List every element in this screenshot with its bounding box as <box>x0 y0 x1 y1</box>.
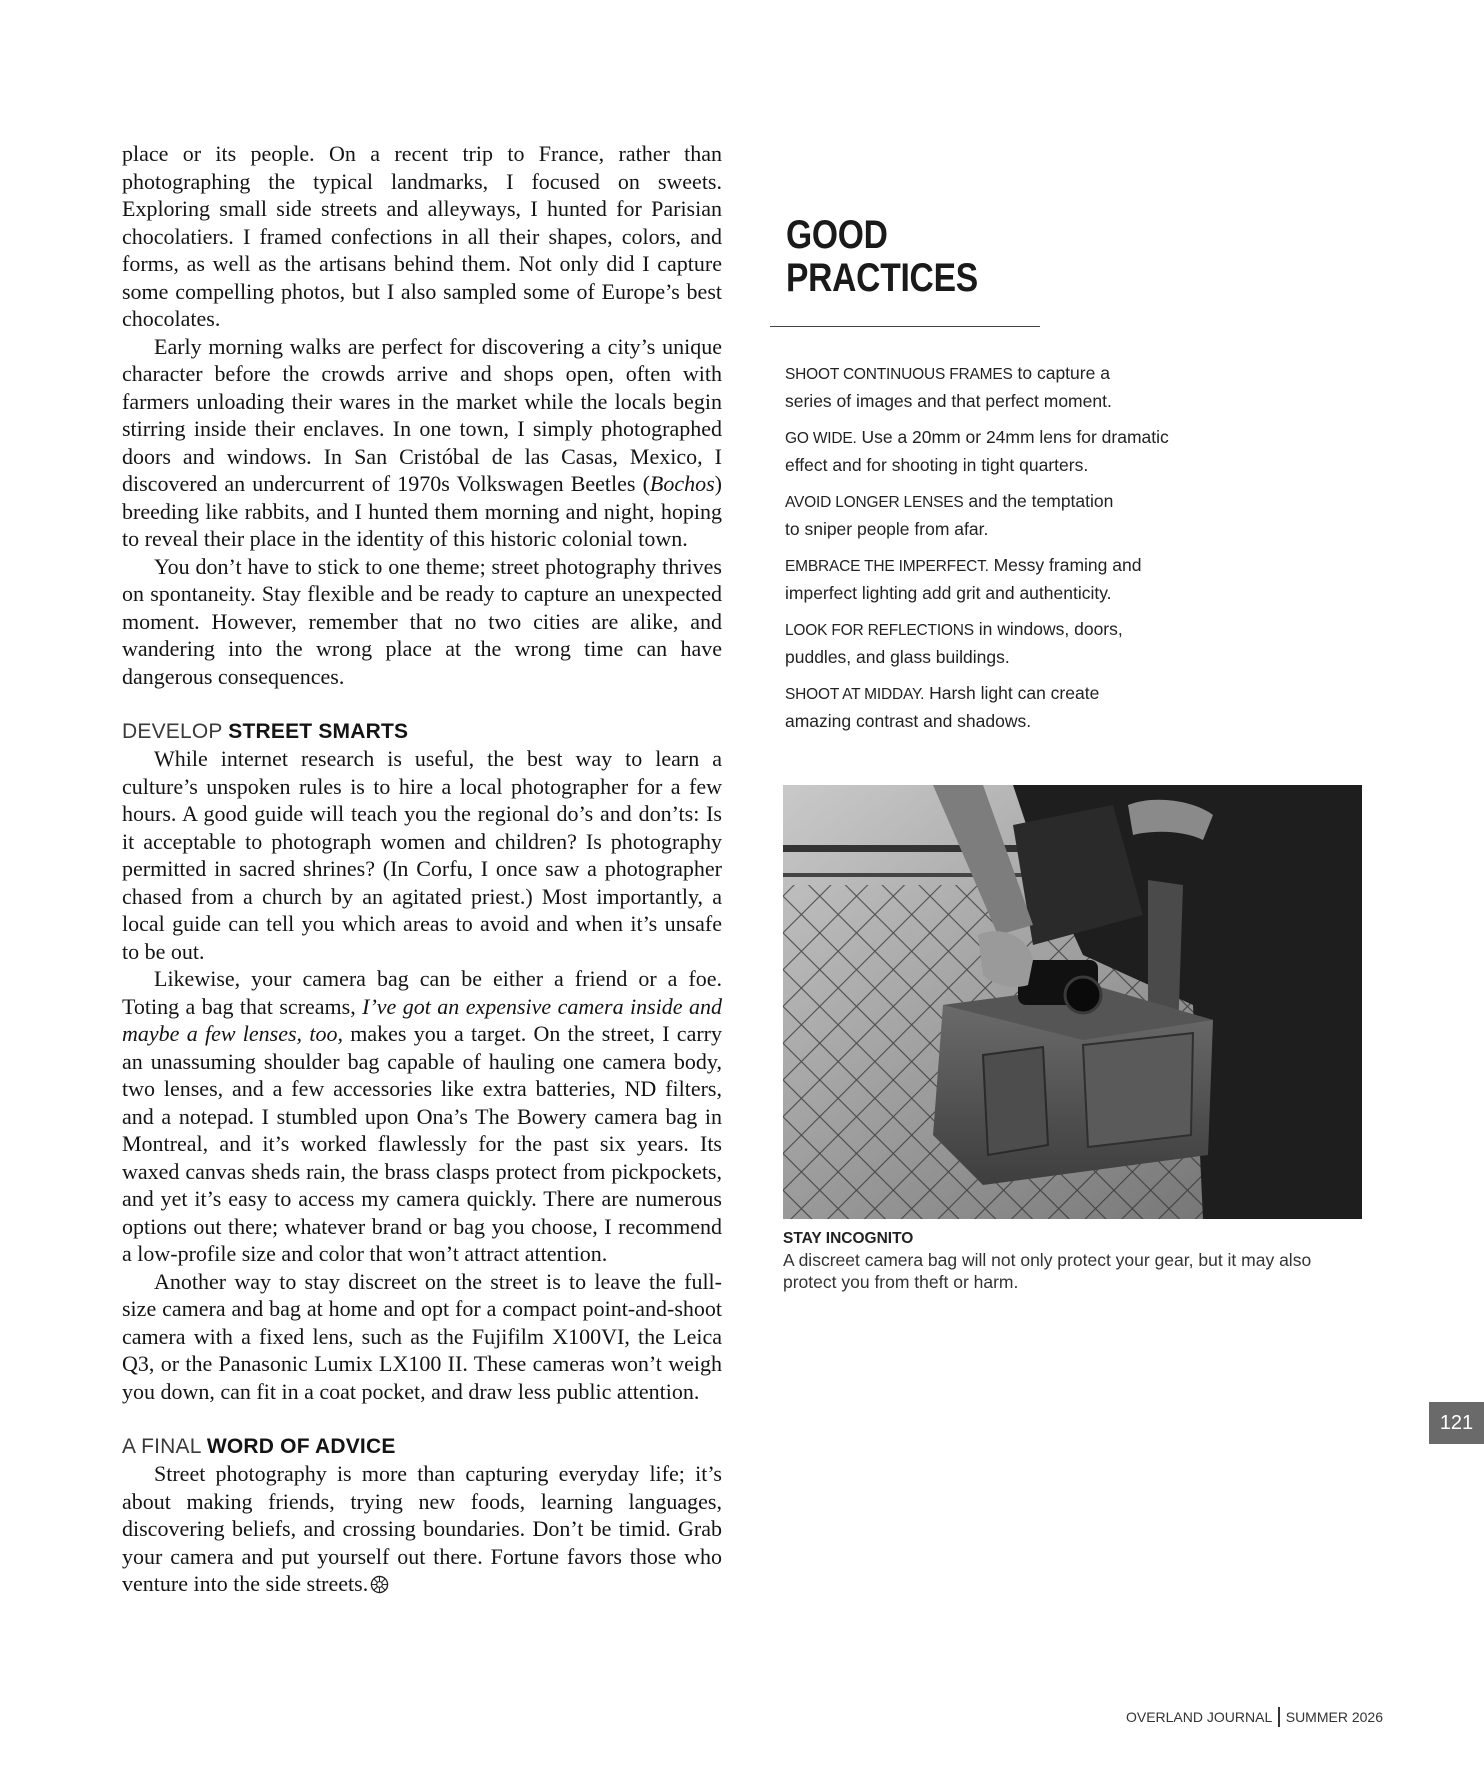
tip-text: Messy framing and <box>988 555 1142 575</box>
sidebar-title-line: GOOD <box>786 213 888 257</box>
paragraph-text: makes you a target. On the street, I carry an unassuming shoulder bag capable of hauling one camera body, two lenses, and a few accessories like extra batteries, ND filters, and a notepad. I stumbled upon Ona’s The Bowery camera bag in Montreal, and it’s worked flawlessly for the past six years. Its waxed canvas sheds rain, the brass clasps protect from pickpockets, and yet it’s easy to access my camera quickly. There are numerous options out there; whatever brand or bag you choose, I recommend a low-profile size and color that won’t attract attention. <box>122 1021 722 1266</box>
tip-item <box>785 552 1225 606</box>
tip-text: to sniper people from afar. <box>785 519 989 539</box>
tip-text: effect and for shooting in tight quarters. <box>785 455 1089 475</box>
tip-text: series of images and that perfect moment. <box>785 391 1112 411</box>
article-paragraph: You don’t have to stick to one theme; street photography thrives on spontaneity. Stay flexible and be ready to capture an unexpected moment. However, remember that no two cities are alike, and wandering into the wrong place at the wrong time can have dangerous consequences. <box>122 553 722 689</box>
paragraph-text: Likewise, your camera bag can be either a friend or a foe. Toting a bag that screams, <box>122 966 722 1019</box>
subhead-bold: STREET SMARTS <box>228 720 409 743</box>
tip-lead: SHOOT CONTINUOUS FRAMES <box>785 366 1013 383</box>
article-paragraph: While internet research is useful, the best way to learn a culture’s unspoken rules is to hire a local photographer for a few hours. A good guide will teach you the regional do’s and don’ts: Is it acceptable to photograph women and children? Is photography permitted in sacred shrines? (In Corfu, I once saw a photographer chased from a church by an agitated priest.) Most importantly, a local guide can tell you which areas to avoid and when it’s unsafe to be out. <box>122 746 722 964</box>
tip-item <box>785 488 1225 542</box>
caption-title: STAY INCOGNITO <box>783 1230 914 1247</box>
article-body <box>122 140 722 1598</box>
article-paragraph <box>122 965 722 1268</box>
tip-item <box>785 360 1225 414</box>
italic-term: Bochos <box>649 471 715 496</box>
article-paragraph: Another way to stay discreet on the street is to leave the full-size camera and bag at home and opt for a compact point-and-shoot camera with a fixed lens, such as the Fujifilm X100VI, the Leica Q3, or the Panasonic Lumix LX100 II. These cameras won’t weigh you down, can fit in a coat pocket, and draw less public attention. <box>122 1268 722 1404</box>
tip-lead: GO WIDE. <box>785 430 857 447</box>
subhead-bold: WORD OF ADVICE <box>206 1435 396 1458</box>
tip-text: imperfect lighting add grit and authenticity. <box>785 583 1112 603</box>
subhead-light: DEVELOP <box>122 720 229 743</box>
tip-item <box>785 680 1225 734</box>
sidebar-title <box>786 214 978 300</box>
tip-text: puddles, and glass buildings. <box>785 647 1010 667</box>
tip-text: and the temptation <box>963 491 1114 511</box>
subhead-light: A FINAL <box>122 1435 207 1458</box>
caption-text: A discreet camera bag will not only protect your gear, but it may also protect you from theft or harm. <box>783 1250 1312 1292</box>
footer-publication: OVERLAND JOURNAL <box>1125 1709 1273 1725</box>
article-paragraph: place or its people. On a recent trip to France, rather than photographing the typical landmarks, I focused on sweets. Exploring small side streets and alleyways, I hunted for Parisian chocolatiers. I framed confections in all their shapes, colors, and forms, as well as the artisans behind them. Not only did I capture some compelling photos, but I also sampled some of Europe’s best chocolates. <box>122 141 722 331</box>
subhead-word-of-advice <box>122 1433 722 1460</box>
tip-text: amazing contrast and shadows. <box>785 711 1032 731</box>
photo-caption <box>783 1228 1368 1293</box>
tip-item <box>785 616 1225 670</box>
tip-item <box>785 424 1225 478</box>
article-paragraph <box>122 1460 722 1598</box>
paragraph-text: ) breeding like rabbits, and I hunted them morning and night, hoping to reveal their place in the identity of this historic colonial town. <box>122 471 722 551</box>
article-paragraph <box>122 333 722 553</box>
paragraph-text: Street photography is more than capturing everyday life; it’s about making friends, trying new foods, learning languages, discovering beliefs, and crossing boundaries. Don’t be timid. Grab your camera and put yourself out there. Fortune favors those who venture into the side streets. <box>122 1461 722 1596</box>
tip-text: Use a 20mm or 24mm lens for dramatic <box>856 427 1169 447</box>
subhead-street-smarts <box>122 718 722 745</box>
tip-lead: EMBRACE THE IMPERFECT. <box>785 558 989 575</box>
tips-list <box>785 360 1225 744</box>
italic-quote: I’ve got an expensive camera inside and maybe a few lenses, too, <box>122 993 722 1046</box>
photo-illustration <box>783 785 1362 1219</box>
tip-text: in windows, doors, <box>973 619 1123 639</box>
camera-bag-photo <box>783 785 1362 1219</box>
sidebar-divider <box>770 326 1040 327</box>
page-number: 121 <box>1429 1402 1484 1444</box>
end-mark-icon <box>370 1575 389 1594</box>
page-footer <box>1126 1707 1383 1727</box>
tip-lead: LOOK FOR REFLECTIONS <box>785 622 974 639</box>
sidebar-title-line: PRACTICES <box>786 256 978 300</box>
tip-lead: AVOID LONGER LENSES <box>785 494 964 511</box>
footer-separator <box>1278 1707 1280 1727</box>
footer-issue: SUMMER 2026 <box>1285 1709 1383 1725</box>
tip-lead: SHOOT AT MIDDAY. <box>785 686 925 703</box>
tip-text: Harsh light can create <box>924 683 1100 703</box>
tip-text: to capture a <box>1012 363 1110 383</box>
paragraph-text: Early morning walks are perfect for discovering a city’s unique character before the crowds arrive and shops open, often with farmers unloading their wares in the market while the locals begin stirring inside their enclaves. In one town, I simply photographed doors and windows. In San Cristóbal de las Casas, Mexico, I discovered an undercurrent of 1970s Volkswagen Beetles ( <box>122 333 722 496</box>
